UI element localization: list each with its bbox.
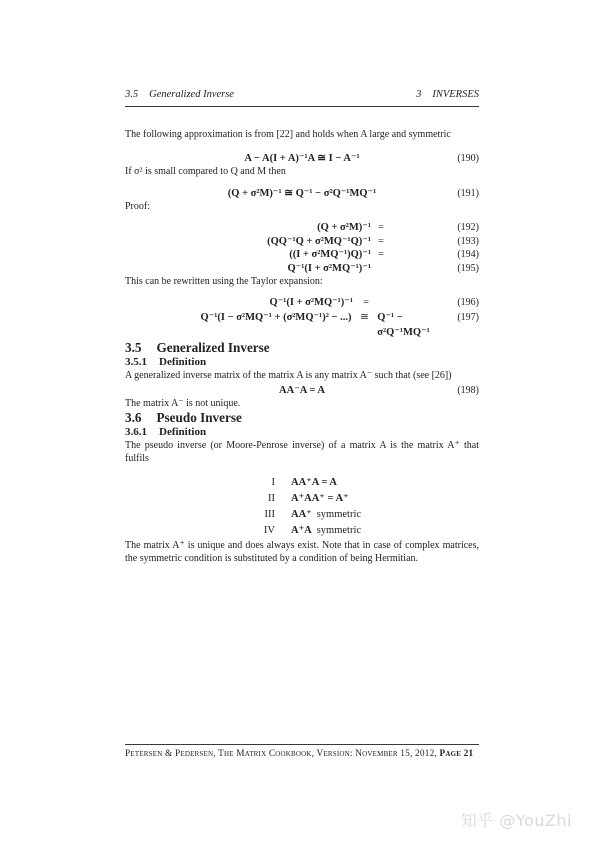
- equation-190: [125, 152, 479, 165]
- section-title: Generalized Inverse: [149, 89, 234, 100]
- condition-expression: AA⁺A = A: [291, 477, 337, 488]
- equation-191-number: (191): [457, 188, 479, 199]
- chapter-number: 3: [416, 89, 422, 100]
- equation-197: [125, 310, 479, 340]
- section-heading-number: 3.6: [125, 410, 142, 425]
- condition-note: symmetric: [316, 509, 362, 520]
- condition-expression: A⁺AA⁺ = A⁺: [291, 493, 349, 504]
- equation-194-relation: =: [378, 249, 384, 260]
- condition-numeral: IV: [263, 525, 275, 536]
- equation-192-relation: =: [378, 222, 384, 233]
- running-header: [125, 88, 479, 107]
- equation-192-lhs: (Q + σ²M)⁻¹: [317, 222, 371, 233]
- equation-196-number: (196): [457, 297, 479, 308]
- proof-label: Proof:: [125, 201, 150, 212]
- footer-page-number: Page 21: [439, 749, 474, 759]
- equation-198-expression: AA⁻A = A: [279, 385, 325, 396]
- equation-194: [125, 248, 479, 262]
- section-heading-pseudo-inverse: [125, 410, 479, 426]
- condition-row-1: [125, 475, 479, 491]
- moore-penrose-conditions-list: [125, 475, 479, 539]
- condition-expression: A⁺A: [291, 525, 312, 536]
- zhihu-watermark: 知乎 @YouZhi: [460, 811, 572, 830]
- equation-190-expression: A − A(I + A)⁻¹A ≅ I − A⁻¹: [244, 153, 360, 164]
- paragraph-pseudo-definition: The pseudo inverse (or Moore-Penrose inverse) of a matrix A is the matrix A⁺ that fulfils: [125, 440, 479, 464]
- equation-193: [125, 235, 479, 249]
- equation-195-number: (195): [457, 262, 479, 274]
- subsection-heading-number: 3.5.1: [125, 356, 147, 368]
- subsection-heading-title: Definition: [159, 426, 207, 438]
- condition-note: symmetric: [316, 525, 362, 536]
- equation-192-number: (192): [457, 222, 479, 233]
- taylor-equation-block: [125, 295, 479, 340]
- equation-192: [125, 221, 479, 235]
- subsection-heading-number: 3.6.1: [125, 426, 147, 438]
- equation-196-relation: =: [363, 297, 369, 308]
- running-header-section: [125, 88, 234, 101]
- page-content-column: [125, 88, 479, 565]
- page-footer: [125, 744, 479, 760]
- subsection-heading-definition-gen: [125, 356, 479, 369]
- chapter-title: INVERSES: [432, 89, 479, 100]
- condition-expression: AA⁺: [291, 509, 312, 520]
- section-heading-number: 3.5: [125, 340, 142, 355]
- condition-row-2: [125, 491, 479, 507]
- running-header-chapter: [416, 88, 479, 101]
- equation-190-number: (190): [457, 153, 479, 164]
- equation-193-number: (193): [457, 235, 479, 247]
- paragraph-generalized-definition: A generalized inverse matrix of the matrix A is any matrix A⁻ such that (see [26]): [125, 370, 452, 381]
- equation-194-number: (194): [457, 249, 479, 260]
- equation-191-expression: (Q + σ²M)⁻¹ ≅ Q⁻¹ − σ²Q⁻¹MQ⁻¹: [227, 188, 377, 199]
- subsection-heading-title: Definition: [159, 356, 207, 368]
- condition-numeral: II: [268, 493, 275, 504]
- equation-195-lhs: Q⁻¹(I + σ²MQ⁻¹)⁻¹: [287, 262, 371, 274]
- subsection-heading-definition-pseudo: [125, 426, 479, 439]
- equation-196-lhs: Q⁻¹(I + σ²MQ⁻¹)⁻¹: [269, 297, 353, 308]
- paragraph-uniqueness: The matrix A⁺ is unique and does always exist. Note that in case of complex matrices, the symmetric condition is substituted by a condition of being Hermitian.: [125, 540, 479, 564]
- equation-194-lhs: ((I + σ²MQ⁻¹)Q)⁻¹: [289, 249, 371, 260]
- equation-197-lhs: Q⁻¹(I − σ²MQ⁻¹ + (σ²MQ⁻¹)² − ...): [200, 312, 352, 323]
- condition-numeral: I: [271, 477, 275, 488]
- equation-197-number: (197): [457, 312, 479, 323]
- equation-198: [125, 384, 479, 397]
- proof-equation-block: [125, 221, 479, 275]
- footer-citation: Petersen & Pedersen, The Matrix Cookbook, Version: November 15, 2012,: [125, 749, 440, 759]
- equation-197-relation: ≅: [359, 312, 369, 323]
- equation-198-number: (198): [457, 385, 479, 396]
- equation-191: [125, 187, 479, 200]
- equation-197-rhs: Q⁻¹ − σ²Q⁻¹MQ⁻¹: [377, 312, 430, 338]
- section-number: 3.5: [125, 89, 139, 100]
- condition-row-3: [125, 507, 479, 523]
- section-heading-title: Generalized Inverse: [156, 340, 270, 355]
- paragraph-taylor: This can be rewritten using the Taylor expansion:: [125, 276, 323, 287]
- paragraph-sigma-condition: If σ² is small compared to Q and M then: [125, 166, 286, 177]
- equation-193-relation: =: [378, 235, 384, 247]
- equation-195: [125, 262, 479, 276]
- paragraph-approximation: The following approximation is from [22] and holds when A large and symmetric: [125, 129, 451, 140]
- section-heading-title: Pseudo Inverse: [156, 410, 242, 425]
- equation-193-lhs: (QQ⁻¹Q + σ²MQ⁻¹Q)⁻¹: [267, 235, 371, 247]
- section-heading-generalized-inverse: [125, 340, 479, 356]
- paragraph-not-unique: The matrix A⁻ is not unique.: [125, 398, 241, 409]
- equation-196: [125, 295, 479, 310]
- condition-row-4: [125, 523, 479, 539]
- condition-numeral: III: [264, 509, 275, 520]
